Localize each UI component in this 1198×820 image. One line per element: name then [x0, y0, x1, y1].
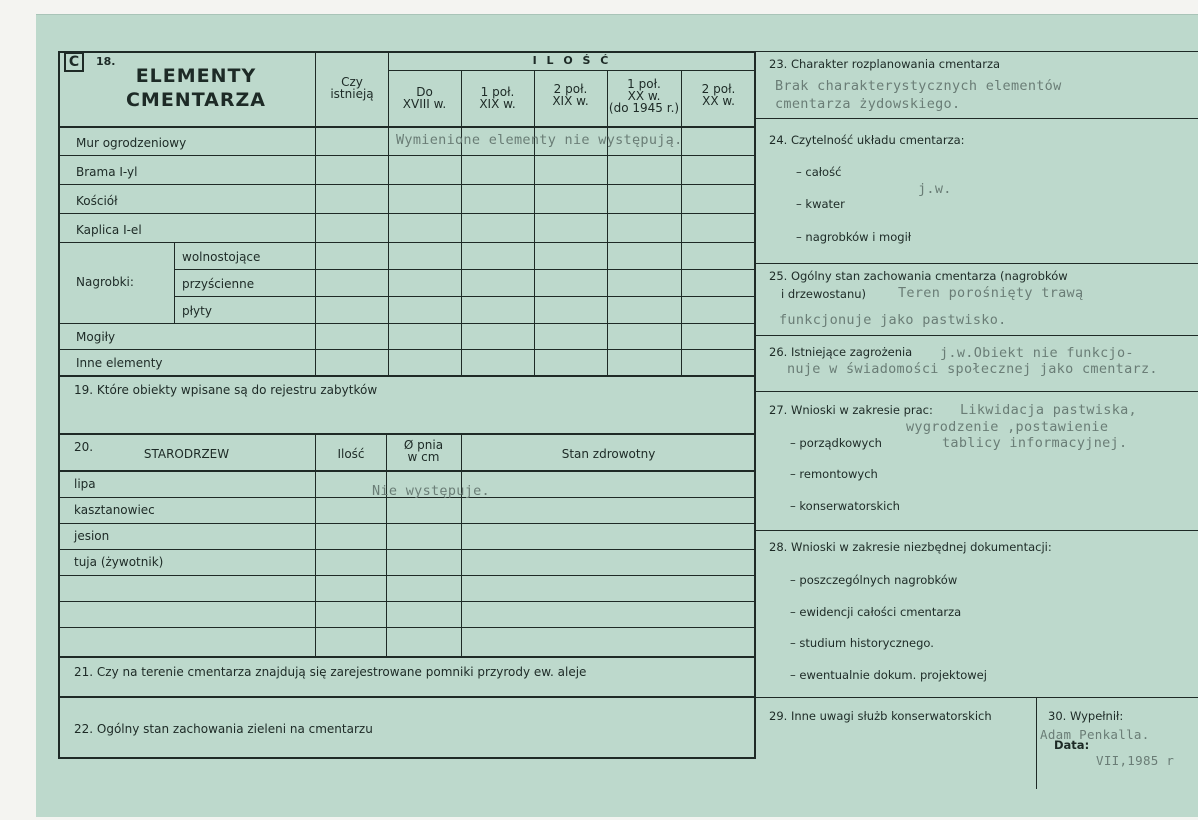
typed-sec25-line2: funkcjonuje jako pastwisko.	[779, 312, 1007, 328]
typed-sec26-line1: j.w.Obiekt nie funkcjo-	[940, 345, 1134, 361]
sec30-data-label: Data:	[1054, 738, 1090, 752]
col-l1: 1 poł.	[480, 85, 515, 99]
col-header-2pol-xx	[681, 83, 756, 107]
table-top-border	[58, 51, 756, 53]
row-line	[174, 296, 756, 297]
row-label: Brama I-yl	[76, 165, 138, 179]
sec20-ilosc-header: Ilość	[337, 447, 365, 461]
sec24-item: – całość	[796, 165, 842, 179]
sec28-item: – poszczególnych nagrobków	[790, 573, 958, 587]
sec20-pnia-header	[386, 439, 461, 463]
sec18-bottom	[58, 375, 756, 377]
col-l1: 2 poł.	[701, 82, 736, 96]
tree-row: kasztanowiec	[74, 503, 155, 517]
sec24-label: 24. Czytelność układu cmentarza:	[769, 133, 965, 147]
sec25-label-line1: 25. Ogólny stan zachowania cmentarza (nagrobków	[769, 269, 1068, 283]
sec21-bottom	[58, 696, 756, 698]
typed-sec20: Nie występuje.	[372, 483, 490, 499]
row-sublabel: przyścienne	[182, 277, 255, 291]
section-letter-box: C	[64, 52, 84, 72]
sec27-item: – remontowych	[790, 467, 878, 481]
right-line-25	[756, 335, 1198, 336]
sec20-number: 20.	[74, 440, 94, 454]
typed-sec27-line1: Likwidacja pastwiska,	[960, 402, 1137, 418]
middle-border	[754, 51, 756, 759]
row-line	[58, 242, 756, 243]
typed-sec26-line2: nuje w świadomości społecznej jako cmentarz.	[787, 361, 1158, 377]
row-line	[58, 323, 756, 324]
sec28-item: – studium historycznego.	[790, 636, 934, 650]
typed-sec27-line3: tablicy informacyjnej.	[942, 435, 1128, 451]
col-l1: 1 poł.	[627, 77, 661, 91]
vline-29-30	[1036, 697, 1037, 789]
vline-s20-stan	[461, 433, 462, 658]
row-label: Kaplica I-el	[76, 223, 142, 237]
sec23-label: 23. Charakter rozplanowania cmentarza	[769, 57, 1001, 71]
sec22-label: 22. Ogólny stan zachowania zieleni na cmentarzu	[74, 722, 373, 736]
pnia-l2: w cm	[407, 450, 440, 464]
right-top-border	[756, 51, 1198, 52]
typed-sec30-date: VII,1985 r	[1096, 753, 1175, 768]
ilosc-header: I L O Ś Ć	[532, 54, 612, 67]
col-l3: (do 1945 r.)	[608, 101, 680, 115]
sec27-item: – porządkowych	[790, 436, 882, 450]
row-label: Mur ogrodzeniowy	[76, 136, 187, 150]
typed-sec30-name: Adam Penkalla.	[1040, 727, 1150, 742]
sec28-item: – ewentualnie dokum. projektowej	[790, 668, 987, 682]
sec24-item: – kwater	[796, 197, 845, 211]
vline-c2	[461, 70, 462, 376]
sec18-title-line2: CMENTARZA	[125, 89, 267, 111]
tree-row: jesion	[74, 529, 110, 543]
right-line-24	[756, 263, 1198, 264]
col-l1: Do	[416, 85, 433, 99]
pnia-l1: Ø pnia	[403, 438, 444, 452]
sec21-label: 21. Czy na terenie cmentarza znajdują się zarejestrowane pomniki przyrody ew. aleje	[74, 665, 587, 679]
typed-sec24: j.w.	[918, 181, 952, 197]
sec26-label: 26. Istniejące zagrożenia	[769, 345, 913, 359]
col-l2: XX w.	[702, 94, 735, 108]
col-l2: XVIII w.	[402, 97, 447, 111]
col-l2: XIX w.	[552, 94, 589, 108]
col-header-1pol-xx	[607, 78, 681, 114]
vline-c5	[681, 70, 682, 376]
row-label: Inne elementy	[76, 356, 163, 370]
form-card	[36, 14, 1198, 817]
row-line	[58, 549, 756, 550]
row-sublabel: wolnostojące	[182, 250, 261, 264]
row-line	[58, 213, 756, 214]
sec20-header-bottom	[58, 470, 756, 472]
vline-nagrobki	[174, 242, 175, 323]
row-line	[58, 601, 756, 602]
czy-istnieja-header	[316, 76, 388, 100]
left-bottom-border	[58, 757, 756, 759]
col-header-do-xviii	[388, 86, 461, 110]
czy-line1: Czy	[341, 75, 363, 89]
sec27-label: 27. Wnioski w zakresie prac:	[769, 403, 933, 417]
right-line-26	[756, 391, 1198, 392]
sec28-label: 28. Wnioski w zakresie niezbędnej dokumentacji:	[769, 540, 1052, 554]
sec24-item: – nagrobków i mogił	[796, 230, 912, 244]
tree-row: lipa	[74, 477, 96, 491]
row-label: Kościół	[76, 194, 118, 208]
typed-sec25-line1: Teren porośnięty trawą	[898, 285, 1084, 301]
sec27-item: – konserwatorskich	[790, 499, 900, 513]
vline-s20-pnia	[386, 433, 387, 658]
typed-sec23-line1: Brak charakterystycznych elementów	[775, 78, 1062, 94]
vline-s20-ilosc	[315, 433, 316, 658]
ilosc-divider	[388, 70, 756, 71]
right-line-28	[756, 697, 1198, 698]
row-line	[174, 269, 756, 270]
row-label: Mogiły	[76, 330, 116, 344]
col-l2: XIX w.	[479, 97, 516, 111]
sec18-number: 18.	[96, 55, 116, 68]
typed-sec23-line2: cmentarza żydowskiego.	[775, 96, 961, 112]
vline-c4	[607, 70, 608, 376]
sec20-stan-header: Stan zdrowotny	[561, 447, 656, 461]
sec29-label: 29. Inne uwagi służb konserwatorskich	[769, 709, 992, 723]
row-line	[58, 184, 756, 185]
row-line	[58, 523, 756, 524]
row-sublabel: płyty	[182, 304, 212, 318]
right-line-27	[756, 530, 1198, 531]
row-line	[58, 155, 756, 156]
sec20-bottom	[58, 656, 756, 658]
sec18-title-line1: ELEMENTY	[135, 65, 257, 87]
sec20-title: STARODRZEW	[143, 447, 230, 461]
sec20-top	[58, 433, 756, 435]
czy-line2: istnieją	[330, 87, 374, 101]
left-border	[58, 51, 60, 759]
typed-sec18: Wymienione elementy nie występują.	[396, 132, 683, 148]
sec19-label: 19. Które obiekty wpisane są do rejestru zabytków	[74, 383, 378, 397]
sec18-header-bottom	[58, 126, 756, 128]
right-line-23	[756, 118, 1198, 119]
col-l1: 2 poł.	[553, 82, 588, 96]
col-l2: XX w.	[627, 89, 661, 103]
tree-row: tuja (żywotnik)	[74, 555, 164, 569]
sec30-label: 30. Wypełnił:	[1048, 709, 1124, 723]
row-line	[58, 349, 756, 350]
sec25-label-line2: i drzewostanu)	[781, 287, 867, 301]
col-header-1pol-xix	[461, 86, 534, 110]
row-line	[58, 575, 756, 576]
col-header-2pol-xix	[534, 83, 607, 107]
vline-c3	[534, 70, 535, 376]
sec28-item: – ewidencji całości cmentarza	[790, 605, 962, 619]
row-line	[58, 627, 756, 628]
nagrobki-label: Nagrobki:	[76, 275, 134, 289]
typed-sec27-line2: wygrodzenie ,postawienie	[906, 419, 1109, 435]
